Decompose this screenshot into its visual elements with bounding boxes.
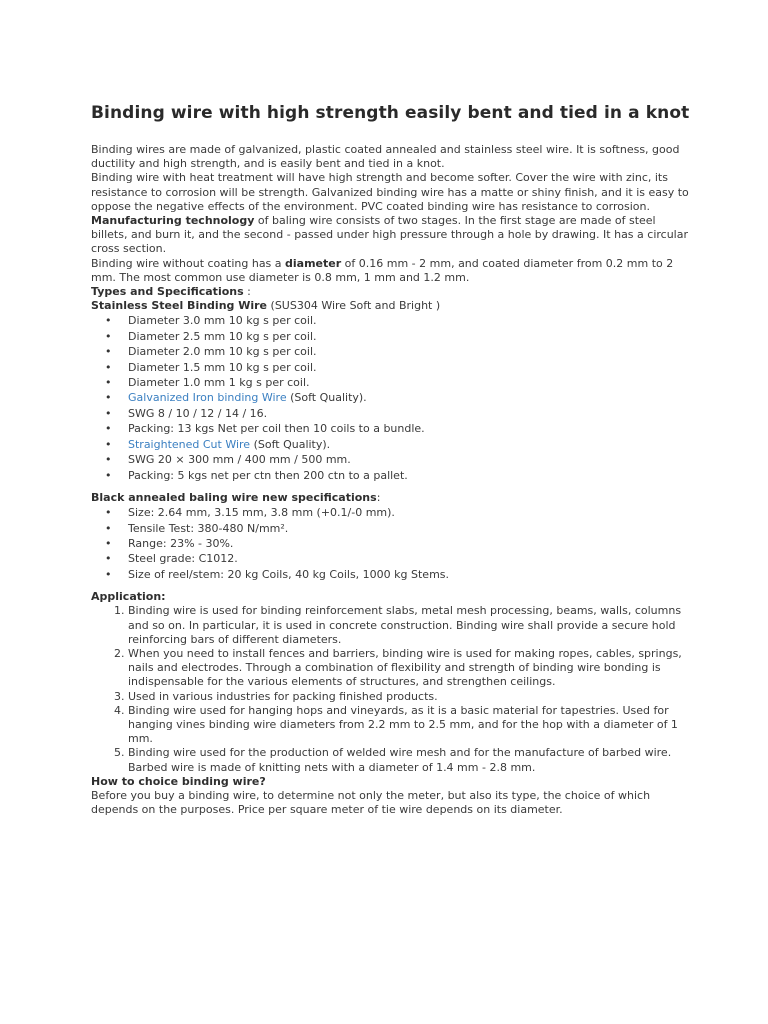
- list-item: 5. Binding wire used for the production of welded wire mesh and for the manufacture of barbed wire. Barbed wire is made of knitting nets with a diameter of 1.4 mm - 2.8 mm.: [128, 746, 691, 774]
- black-annealed-heading: [91, 491, 691, 505]
- list-item-text: Diameter 1.5 mm 10 kg s per coil.: [128, 360, 317, 374]
- diameter-pre: Binding wire without coating has a: [91, 256, 286, 270]
- intro-paragraph-2: Binding wire with heat treatment will have high strength and become softer. Cover the wire with zinc, its resistance to corrosion will be strength. Galvanized binding wire has a matte or shiny finish, and it is easy to oppose the negative effects of the environment. PVC coated binding wire has resistance to corrosion.: [91, 171, 689, 213]
- stainless-heading: [91, 299, 691, 313]
- list-item: 1. Binding wire is used for binding reinforcement slabs, metal mesh processing, beams, walls, columns and so on. In particular, it is used in concrete construction. Binding wire shall provide a secure hold reinforcing bars of different diameters.: [128, 604, 691, 647]
- list-item: [128, 390, 691, 405]
- article: [91, 101, 691, 817]
- manufacturing-label: Manufacturing technology: [91, 214, 255, 228]
- list-item: • Size: 2.64 mm, 3.15 mm, 3.8 mm (+0.1/-0 mm).: [128, 505, 691, 520]
- list-item: • Range: 23% - 30%.: [128, 536, 691, 551]
- list-item: 4. Binding wire used for hanging hops and vineyards, as it is a basic material for tapestries. Used for hanging vines binding wire diameters from 2.2 mm to 2.5 mm, and for the hop with a diameter of 1 mm.: [128, 704, 691, 747]
- page-title: Binding wire with high strength easily bent and tied in a knot: [91, 103, 690, 123]
- types-heading: [91, 285, 691, 299]
- list-item: • Tensile Test: 380-480 N/mm².: [128, 521, 691, 536]
- list-item-text: (Soft Quality).: [286, 391, 367, 405]
- list-item-text: Diameter 3.0 mm 10 kg s per coil.: [128, 314, 317, 328]
- black-annealed-label: Black annealed baling wire new specifications: [91, 490, 377, 504]
- list-item: [128, 437, 691, 452]
- black-annealed-list: [91, 505, 691, 582]
- list-item-text: (Soft Quality).: [250, 437, 331, 451]
- diameter-label: diameter: [285, 256, 342, 270]
- list-item: [128, 421, 691, 436]
- diameter-paragraph: [91, 257, 691, 285]
- list-item: [128, 452, 691, 467]
- list-item: • Size of reel/stem: 20 kg Coils, 40 kg Coils, 1000 kg Stems.: [128, 567, 691, 582]
- spec-list: [91, 313, 691, 482]
- list-item: • Steel grade: C1012.: [128, 551, 691, 566]
- manufacturing-text: of baling wire consists of two stages. In the first stage are made of steel billets, and burn it, and the second - passed under high pressure through a hole by drawing. It has a circular cross section.: [91, 214, 688, 256]
- list-item: 3. Used in various industries for packing finished products.: [128, 690, 691, 704]
- list-item-text: Diameter 2.5 mm 10 kg s per coil.: [128, 329, 317, 343]
- types-colon: :: [243, 285, 251, 299]
- straightened-cut-wire-link[interactable]: Straightened Cut Wire: [128, 437, 251, 451]
- list-item: [128, 313, 691, 328]
- list-item-text: Packing: 13 kgs Net per coil then 10 coils to a bundle.: [128, 422, 425, 436]
- list-item-text: SWG 20 × 300 mm / 400 mm / 500 mm.: [128, 453, 351, 467]
- galvanized-iron-link[interactable]: Galvanized Iron binding Wire: [128, 391, 287, 405]
- application-heading: Application:: [91, 590, 166, 604]
- stainless-text: (SUS304 Wire Soft and Bright ): [267, 299, 441, 313]
- list-item: [128, 375, 691, 390]
- black-annealed-colon: :: [376, 490, 381, 504]
- choice-heading: How to choice binding wire?: [91, 774, 266, 788]
- list-item: [128, 406, 691, 421]
- types-label: Types and Specifications: [91, 285, 244, 299]
- list-item: [128, 468, 691, 483]
- list-item: [128, 329, 691, 344]
- application-list: [91, 604, 691, 774]
- list-item: [128, 344, 691, 359]
- choice-paragraph: Before you buy a binding wire, to determine not only the meter, but also its type, the choice of which depends on the purposes. Price per square meter of tie wire depends on its diameter.: [91, 788, 651, 817]
- list-item-text: Packing: 5 kgs net per ctn then 200 ctn to a pallet.: [128, 468, 408, 482]
- intro-paragraph-1: Binding wires are made of galvanized, plastic coated annealed and stainless steel wire. It is softness, good ductility and high strength, and is easily bent and tied in a knot.: [91, 143, 680, 171]
- stainless-label: Stainless Steel Binding Wire: [91, 299, 268, 313]
- list-item-text: Diameter 1.0 mm 1 kg s per coil.: [128, 376, 310, 390]
- list-item: 2. When you need to install fences and barriers, binding wire is used for making ropes, cables, springs, nails and electrodes. Through a combination of flexibility and strength of binding wire bonding is indispensable for the various elements of structures, and strengthen ceilings.: [128, 647, 691, 690]
- list-item-text: Diameter 2.0 mm 10 kg s per coil.: [128, 345, 317, 359]
- manufacturing-paragraph: [91, 214, 691, 257]
- list-item-text: SWG 8 / 10 / 12 / 14 / 16.: [128, 406, 268, 420]
- diameter-text: of 0.16 mm - 2 mm, and coated diameter from 0.2 mm to 2 mm. The most common use diameter is 0.8 mm, 1 mm and 1.2 mm.: [91, 256, 674, 284]
- list-item: [128, 360, 691, 375]
